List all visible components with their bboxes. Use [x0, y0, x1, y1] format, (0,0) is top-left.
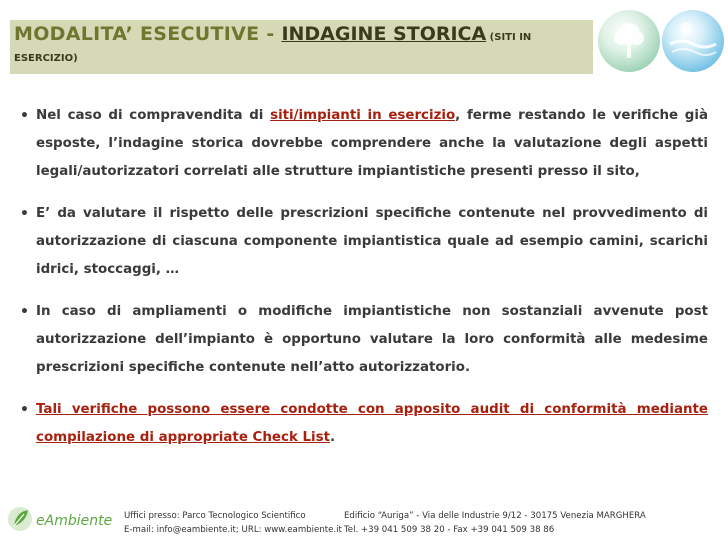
- bullet-item-3: [20, 298, 708, 382]
- footer-building-line: Edificio “Auriga” - Via delle Industrie 9/12 - 30175 Venezia MARGHERA: [344, 511, 646, 521]
- bullet-item-4: [20, 396, 708, 452]
- bullet-1-before: Nel caso di compravendita di: [36, 108, 271, 123]
- bullet-3-text: In caso di ampliamenti o modifiche impiantistiche non sostanziali avvenute post autorizzazione dell’impianto è opportuno valutare la loro conformità alle medesime prescrizioni specifiche contenute nell’atto autorizzatorio.: [36, 304, 708, 375]
- leaf-logo-icon: [6, 502, 34, 536]
- bullet-4-red-text: Tali verifiche possono essere condotte con apposito audit di conformità mediante compilazione di appropriate Check List: [36, 402, 708, 445]
- bullet-1-after: , ferme restando le verifiche già esposte, l’indagine storica dovrebbe comprendere anche la valutazione degli aspetti legali/autorizzatori correlati alle strutture impiantistiche presenti presso il sito,: [36, 108, 709, 179]
- bullet-dot-icon: •: [20, 206, 29, 222]
- tree-globe-icon: [598, 10, 660, 72]
- bullet-dot-icon: •: [20, 108, 29, 124]
- bullet-2-text: E’ da valutare il rispetto delle prescrizioni specifiche contenute nel provvedimento di autorizzazione di ciascuna componente impiantistica quale ad esempio camini, scarichi idrici, stoccaggi, …: [36, 206, 708, 277]
- bullet-dot-icon: •: [20, 304, 29, 320]
- bullet-item-1: [20, 102, 708, 186]
- footer-contact-line: E-mail: info@eambiente.it; URL: www.eambiente.it: [124, 525, 342, 535]
- slide-title: [14, 22, 589, 68]
- footer-address-line: Uffici presso: Parco Tecnologico Scientifico: [124, 511, 306, 521]
- water-globe-icon: [662, 10, 724, 72]
- brand-name: eAmbiente: [36, 513, 113, 529]
- footer-phone-line: Tel. +39 041 509 38 20 - Fax +39 041 509 38 86: [344, 525, 555, 535]
- bullet-item-2: [20, 200, 708, 284]
- eambiente-logo: [6, 502, 116, 538]
- title-part1: MODALITA’ ESECUTIVE -: [14, 23, 282, 45]
- title-part2: INDAGINE STORICA: [281, 23, 487, 45]
- bullet-dot-icon: •: [20, 402, 29, 418]
- title-part4: ESERCIZIO): [14, 53, 78, 64]
- bullet-1-highlight: siti/impianti in esercizio: [270, 108, 456, 123]
- bullet-4-after: .: [330, 430, 336, 445]
- footer-right: [344, 509, 646, 537]
- footer-left: [124, 509, 342, 537]
- title-part3: (SITI IN: [486, 32, 532, 43]
- bullet-list: [20, 102, 708, 466]
- header-logos: [598, 4, 726, 92]
